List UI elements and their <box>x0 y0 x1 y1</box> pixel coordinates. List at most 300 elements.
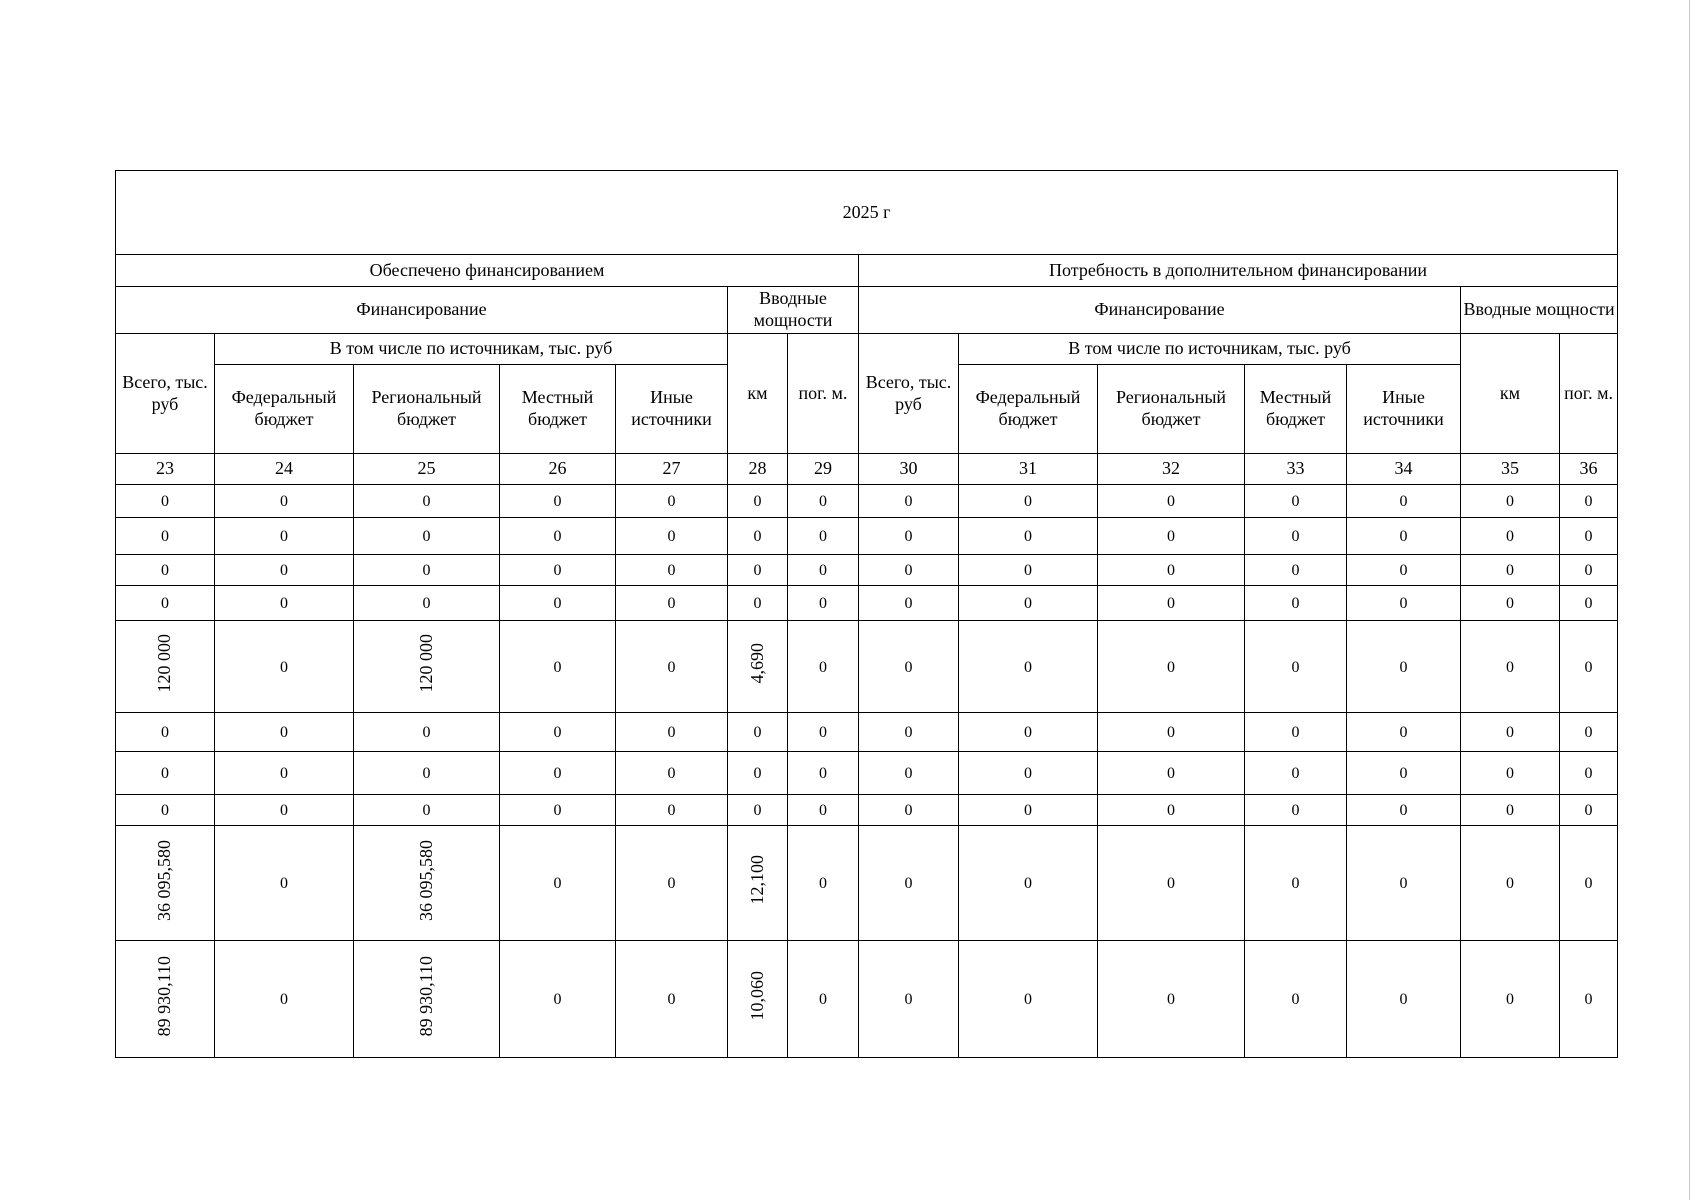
cell-value: 0 <box>1167 528 1175 546</box>
table-cell <box>500 518 616 555</box>
table-cell <box>116 485 215 518</box>
section-secured-header: Обеспечено финансированием <box>116 255 859 287</box>
table-cell <box>859 795 959 826</box>
km-header-right: км <box>1461 334 1560 454</box>
cell-value: 0 <box>422 802 431 820</box>
table-cell <box>1461 752 1560 795</box>
table-cell <box>1098 826 1245 941</box>
cell-value: 0 <box>553 562 562 580</box>
local-header-right: Местный бюджет <box>1245 365 1347 454</box>
financing-header-left: Финансирование <box>116 287 728 334</box>
cell-value: 0 <box>753 802 762 820</box>
cell-value: 0 <box>904 765 913 783</box>
table-cell <box>728 555 788 586</box>
column-number-cell: 30 <box>859 454 959 485</box>
table-cell <box>1560 518 1618 555</box>
table-cell <box>788 713 859 752</box>
cell-value: 0 <box>904 658 913 676</box>
table-cell <box>1347 586 1461 621</box>
table-cell <box>959 752 1098 795</box>
pm-header-left: пог. м. <box>788 334 859 454</box>
table-cell <box>1098 713 1245 752</box>
table-cell <box>354 826 500 941</box>
federal-header-right: Федеральный бюджет <box>959 365 1098 454</box>
table-cell <box>1098 518 1245 555</box>
table-cell <box>500 826 616 941</box>
cell-value: 0 <box>1024 875 1032 893</box>
table-cell <box>1560 586 1618 621</box>
column-number-cell: 35 <box>1461 454 1560 485</box>
column-number-cell: 32 <box>1098 454 1245 485</box>
column-number-row <box>116 454 1618 485</box>
table-cell <box>616 518 728 555</box>
cell-value: 0 <box>904 562 913 580</box>
table-cell <box>215 485 354 518</box>
table-cell <box>728 752 788 795</box>
table-cell <box>1245 795 1347 826</box>
table-cell <box>959 485 1098 518</box>
table-cell <box>728 941 788 1058</box>
cell-value: 0 <box>280 724 288 742</box>
cell-value: 0 <box>1399 658 1408 676</box>
cell-value: 0 <box>819 595 827 613</box>
cell-value: 0 <box>819 724 827 742</box>
cell-value: 0 <box>280 875 288 893</box>
table-cell <box>859 555 959 586</box>
column-number-cell: 25 <box>354 454 500 485</box>
table-cell <box>500 485 616 518</box>
cell-value: 0 <box>553 595 562 613</box>
table-row <box>116 518 1618 555</box>
cell-value: 0 <box>161 802 169 820</box>
table-cell <box>500 752 616 795</box>
cell-value: 0 <box>422 765 431 783</box>
table-cell <box>959 826 1098 941</box>
cell-value: 0 <box>1291 493 1300 511</box>
cell-value: 0 <box>904 493 913 511</box>
cell-value: 0 <box>1024 595 1032 613</box>
cell-value: 0 <box>1291 724 1300 742</box>
cell-value: 0 <box>1506 765 1514 783</box>
cell-value: 0 <box>161 528 169 546</box>
cell-value: 0 <box>753 595 762 613</box>
table-cell <box>728 826 788 941</box>
table-cell <box>1560 555 1618 586</box>
table-cell <box>959 586 1098 621</box>
cell-value: 0 <box>280 658 288 676</box>
table-cell <box>859 713 959 752</box>
table-cell <box>1461 555 1560 586</box>
table-cell <box>1461 941 1560 1058</box>
cell-value: 0 <box>1399 528 1408 546</box>
table-cell <box>116 826 215 941</box>
cell-value: 0 <box>1167 991 1175 1009</box>
table-cell <box>1098 485 1245 518</box>
cell-value: 89 930,110 <box>415 956 436 1037</box>
table-cell <box>354 752 500 795</box>
table-row <box>116 795 1618 826</box>
cell-value: 0 <box>1584 595 1593 613</box>
table-row <box>116 752 1618 795</box>
cell-value: 0 <box>422 528 431 546</box>
table-cell <box>1098 621 1245 713</box>
table-row <box>116 555 1618 586</box>
table-cell <box>116 752 215 795</box>
cell-value: 0 <box>1506 595 1514 613</box>
table-row <box>116 621 1618 713</box>
cell-value: 0 <box>819 765 827 783</box>
cell-value: 0 <box>753 724 762 742</box>
column-number-cell: 29 <box>788 454 859 485</box>
financing-table <box>115 170 1618 1058</box>
table-cell <box>616 826 728 941</box>
km-header-left: км <box>728 334 788 454</box>
table-cell <box>959 795 1098 826</box>
column-number-cell: 28 <box>728 454 788 485</box>
column-number-cell: 33 <box>1245 454 1347 485</box>
cell-value: 0 <box>1291 991 1300 1009</box>
cell-value: 0 <box>667 875 676 893</box>
cell-value: 0 <box>280 562 288 580</box>
table-cell <box>116 621 215 713</box>
table-cell <box>1560 485 1618 518</box>
table-cell <box>1461 795 1560 826</box>
table-cell <box>859 752 959 795</box>
cell-value: 0 <box>280 802 288 820</box>
table-cell <box>1098 752 1245 795</box>
cell-value: 0 <box>161 765 169 783</box>
table-cell <box>215 941 354 1058</box>
column-number-cell: 23 <box>116 454 215 485</box>
cell-value: 0 <box>1584 658 1593 676</box>
cell-value: 0 <box>1584 493 1593 511</box>
table-cell <box>1245 752 1347 795</box>
cell-value: 89 930,110 <box>154 956 175 1037</box>
cell-value: 0 <box>1024 724 1032 742</box>
table-cell <box>728 586 788 621</box>
table-cell <box>959 518 1098 555</box>
table-cell <box>1560 752 1618 795</box>
table-cell <box>354 518 500 555</box>
regional-header-left: Региональный бюджет <box>354 365 500 454</box>
section-additional-header: Потребность в дополнительном финансировании <box>859 255 1618 287</box>
cell-value: 0 <box>1506 658 1514 676</box>
table-cell <box>859 941 959 1058</box>
by-sources-header-left: В том числе по источникам, тыс. руб <box>215 334 728 365</box>
table-cell <box>616 621 728 713</box>
table-cell <box>616 941 728 1058</box>
page-edge <box>1689 0 1690 1200</box>
cell-value: 0 <box>819 528 827 546</box>
table-cell <box>616 752 728 795</box>
cell-value: 0 <box>753 528 762 546</box>
table-cell <box>500 713 616 752</box>
table-cell <box>1347 752 1461 795</box>
cell-value: 0 <box>1167 595 1175 613</box>
cell-value: 0 <box>1399 724 1408 742</box>
table-cell <box>1098 795 1245 826</box>
cell-value: 0 <box>904 875 913 893</box>
cell-value: 0 <box>667 991 676 1009</box>
table-cell <box>215 555 354 586</box>
table-cell <box>959 555 1098 586</box>
cell-value: 0 <box>553 991 562 1009</box>
cell-value: 0 <box>1399 991 1408 1009</box>
year-title: 2025 г <box>116 171 1618 255</box>
table-cell <box>1245 586 1347 621</box>
table-cell <box>1560 941 1618 1058</box>
table-cell <box>1560 621 1618 713</box>
table-cell <box>728 518 788 555</box>
table-cell <box>728 795 788 826</box>
cell-value: 120 000 <box>415 634 436 693</box>
column-number-cell: 31 <box>959 454 1098 485</box>
cell-value: 0 <box>161 595 169 613</box>
cell-value: 0 <box>1584 802 1593 820</box>
table-cell <box>859 621 959 713</box>
cell-value: 4,690 <box>746 643 767 684</box>
table-cell <box>116 518 215 555</box>
table-cell <box>788 795 859 826</box>
table-cell <box>1560 826 1618 941</box>
table-cell <box>1245 941 1347 1058</box>
cell-value: 0 <box>1506 724 1514 742</box>
table-row <box>116 941 1618 1058</box>
cell-value: 0 <box>1399 765 1408 783</box>
cell-value: 0 <box>553 765 562 783</box>
table-cell <box>1347 555 1461 586</box>
cell-value: 0 <box>667 493 676 511</box>
cell-value: 0 <box>1399 493 1408 511</box>
cell-value: 0 <box>1584 875 1593 893</box>
cell-value: 0 <box>904 595 913 613</box>
table-cell <box>788 752 859 795</box>
table-cell <box>354 485 500 518</box>
cell-value: 0 <box>1024 658 1032 676</box>
cell-value: 0 <box>904 528 913 546</box>
cell-value: 0 <box>1399 595 1408 613</box>
capacity-header-right: Вводные мощности <box>1461 287 1618 334</box>
table-cell <box>500 941 616 1058</box>
cell-value: 0 <box>1399 562 1408 580</box>
cell-value: 0 <box>1584 528 1593 546</box>
table-cell <box>859 586 959 621</box>
cell-value: 0 <box>1399 875 1408 893</box>
cell-value: 0 <box>280 991 288 1009</box>
cell-value: 0 <box>161 724 169 742</box>
table-row <box>116 586 1618 621</box>
cell-value: 0 <box>422 724 431 742</box>
table-cell <box>788 485 859 518</box>
table-cell <box>1347 795 1461 826</box>
cell-value: 0 <box>1584 724 1593 742</box>
table-cell <box>1245 826 1347 941</box>
cell-value: 0 <box>667 595 676 613</box>
cell-value: 0 <box>753 493 762 511</box>
regional-header-right: Региональный бюджет <box>1098 365 1245 454</box>
table-cell <box>1347 713 1461 752</box>
cell-value: 0 <box>1291 528 1300 546</box>
table-cell <box>116 586 215 621</box>
cell-value: 0 <box>1291 595 1300 613</box>
cell-value: 0 <box>667 724 676 742</box>
table-cell <box>500 621 616 713</box>
cell-value: 0 <box>904 724 913 742</box>
table-cell <box>500 795 616 826</box>
table-cell <box>1245 485 1347 518</box>
cell-value: 0 <box>904 991 913 1009</box>
cell-value: 0 <box>1506 802 1514 820</box>
table-cell <box>959 713 1098 752</box>
cell-value: 0 <box>1167 724 1175 742</box>
cell-value: 0 <box>1291 875 1300 893</box>
table-cell <box>859 826 959 941</box>
table-cell <box>1461 621 1560 713</box>
pm-header-right: пог. м. <box>1560 334 1618 454</box>
column-number-cell: 26 <box>500 454 616 485</box>
cell-value: 0 <box>667 528 676 546</box>
cell-value: 0 <box>1506 493 1514 511</box>
table-cell <box>959 621 1098 713</box>
cell-value: 0 <box>1167 562 1175 580</box>
table-cell <box>1347 941 1461 1058</box>
cell-value: 0 <box>1291 562 1300 580</box>
cell-value: 0 <box>1399 802 1408 820</box>
financing-header-right: Финансирование <box>859 287 1461 334</box>
table-cell <box>788 826 859 941</box>
table-cell <box>1461 713 1560 752</box>
table-cell <box>354 941 500 1058</box>
cell-value: 0 <box>1167 765 1175 783</box>
cell-value: 0 <box>553 724 562 742</box>
cell-value: 0 <box>819 991 827 1009</box>
table-cell <box>354 586 500 621</box>
cell-value: 0 <box>819 562 827 580</box>
table-cell <box>1560 795 1618 826</box>
column-number-cell: 27 <box>616 454 728 485</box>
table-cell <box>215 752 354 795</box>
cell-value: 0 <box>1167 802 1175 820</box>
cell-value: 0 <box>553 875 562 893</box>
capacity-header-left: Вводные мощности <box>728 287 859 334</box>
total-header-left: Всего, тыс. руб <box>116 334 215 454</box>
table-row <box>116 713 1618 752</box>
table-cell <box>728 485 788 518</box>
table-cell <box>1245 621 1347 713</box>
table-cell <box>1461 518 1560 555</box>
table-cell <box>1245 555 1347 586</box>
table-cell <box>215 518 354 555</box>
cell-value: 0 <box>904 802 913 820</box>
table-cell <box>616 586 728 621</box>
table-cell <box>1245 713 1347 752</box>
cell-value: 0 <box>422 562 431 580</box>
cell-value: 0 <box>1024 802 1032 820</box>
table-cell <box>500 586 616 621</box>
cell-value: 10,060 <box>746 971 767 1021</box>
cell-value: 0 <box>280 528 288 546</box>
cell-value: 0 <box>753 765 762 783</box>
cell-value: 0 <box>280 493 288 511</box>
table-cell <box>116 713 215 752</box>
table-cell <box>1461 485 1560 518</box>
table-cell <box>215 795 354 826</box>
cell-value: 0 <box>1506 991 1514 1009</box>
table-cell <box>215 713 354 752</box>
table-cell <box>215 621 354 713</box>
cell-value: 0 <box>553 528 562 546</box>
table-cell <box>788 518 859 555</box>
table-cell <box>1347 485 1461 518</box>
column-number-cell: 34 <box>1347 454 1461 485</box>
column-number-cell: 36 <box>1560 454 1618 485</box>
cell-value: 0 <box>1506 528 1514 546</box>
cell-value: 0 <box>1024 562 1032 580</box>
table-cell <box>788 941 859 1058</box>
table-cell <box>788 586 859 621</box>
table-cell <box>215 586 354 621</box>
cell-value: 12,100 <box>746 855 767 905</box>
cell-value: 0 <box>819 658 827 676</box>
table-cell <box>1560 713 1618 752</box>
cell-value: 0 <box>161 493 169 511</box>
column-number-cell: 24 <box>215 454 354 485</box>
by-sources-header-right: В том числе по источникам, тыс. руб <box>959 334 1461 365</box>
table-cell <box>1347 621 1461 713</box>
local-header-left: Местный бюджет <box>500 365 616 454</box>
table-cell <box>616 555 728 586</box>
table-cell <box>616 795 728 826</box>
cell-value: 0 <box>819 493 827 511</box>
table-cell <box>616 485 728 518</box>
table-cell <box>616 713 728 752</box>
table-cell <box>1347 518 1461 555</box>
table-cell <box>859 518 959 555</box>
cell-value: 0 <box>1584 562 1593 580</box>
cell-value: 0 <box>1167 493 1175 511</box>
table-row <box>116 485 1618 518</box>
table-cell <box>1245 518 1347 555</box>
cell-value: 0 <box>553 493 562 511</box>
table-cell <box>1098 941 1245 1058</box>
cell-value: 0 <box>1024 765 1032 783</box>
table-cell <box>959 941 1098 1058</box>
cell-value: 0 <box>819 802 827 820</box>
table-cell <box>116 555 215 586</box>
federal-header-left: Федеральный бюджет <box>215 365 354 454</box>
table-cell <box>728 713 788 752</box>
cell-value: 0 <box>819 875 827 893</box>
cell-value: 0 <box>667 562 676 580</box>
cell-value: 0 <box>1291 658 1300 676</box>
table-cell <box>1461 586 1560 621</box>
table-cell <box>354 713 500 752</box>
cell-value: 0 <box>1291 765 1300 783</box>
cell-value: 0 <box>553 802 562 820</box>
cell-value: 0 <box>1167 875 1175 893</box>
cell-value: 0 <box>1506 562 1514 580</box>
table-cell <box>1461 826 1560 941</box>
table-cell <box>354 555 500 586</box>
table-cell <box>1098 555 1245 586</box>
table-cell <box>500 555 616 586</box>
cell-value: 0 <box>1584 765 1593 783</box>
cell-value: 0 <box>1024 528 1032 546</box>
cell-value: 0 <box>1024 493 1032 511</box>
table-cell <box>1098 586 1245 621</box>
cell-value: 0 <box>667 765 676 783</box>
cell-value: 0 <box>1291 802 1300 820</box>
